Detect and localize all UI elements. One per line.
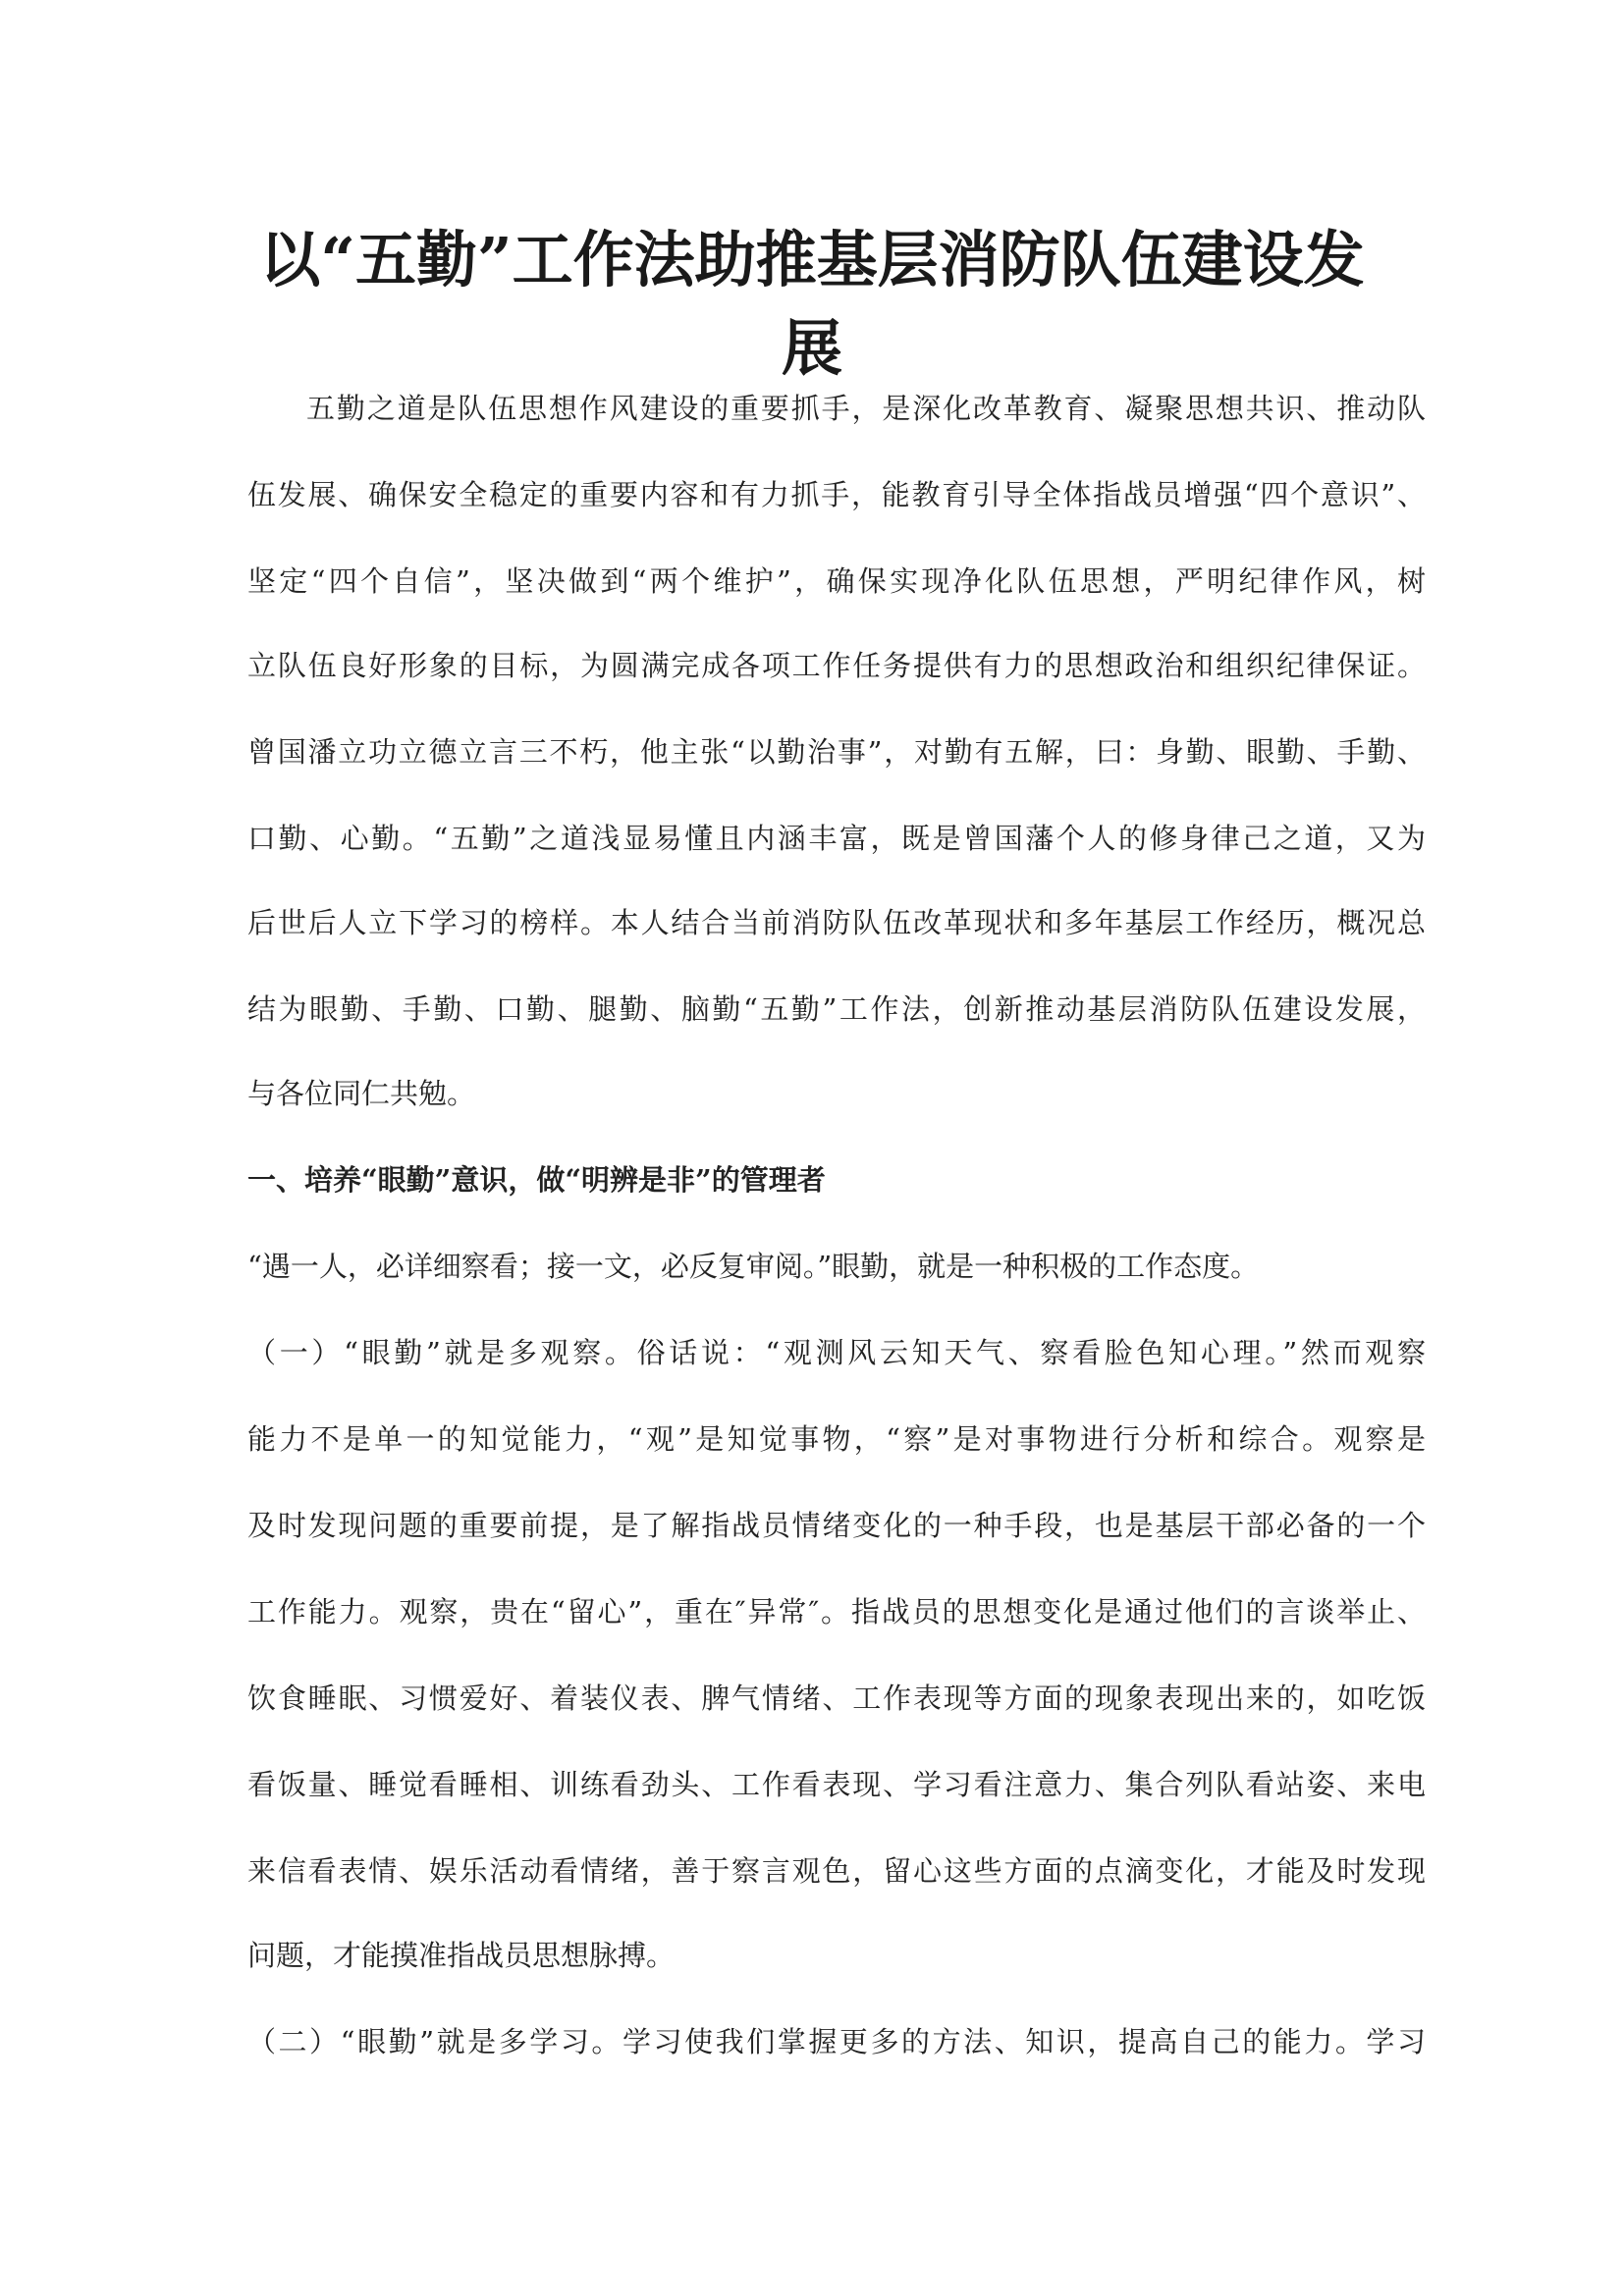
subsection-line: 问题，才能摸准指战员思想脉搏。 [247,1939,676,1972]
title-line-1: 以“五勤”工作法助推基层消防队伍建设发 [259,224,1365,295]
intro-line: 立队伍良好形象的目标，为圆满完成各项工作任务提供有力的思想政治和组织纪律保证。 [247,649,1426,682]
subsection-line: 饮食睡眠、习惯爱好、着装仪表、脾气情绪、工作表现等方面的现象表现出来的，如吃饭 [247,1682,1426,1715]
intro-line: 五勤之道是队伍思想作风建设的重要抓手，是深化改革教育、凝聚思想共识、推动队 [306,392,1426,425]
intro-line: 坚定“四个自信”，坚决做到“两个维护”，确保实现净化队伍思想，严明纪律作风，树 [247,564,1426,598]
subsection-line: 能力不是单一的知觉能力，“观”是知觉事物，“察”是对事物进行分析和综合。观察是 [247,1422,1426,1456]
intro-line: 结为眼勤、手勤、口勤、腿勤、脑勤“五勤”工作法，创新推动基层消防队伍建设发展， [247,992,1426,1026]
section-heading: 一、培养“眼勤”意识，做“明辨是非”的管理者 [247,1163,826,1197]
intro-line: 后世后人立下学习的榜样。本人结合当前消防队伍改革现状和多年基层工作经历，概况总 [247,906,1426,939]
intro-line: 与各位同仁共勉。 [247,1077,476,1110]
subsection-line: 来信看表情、娱乐活动看情绪，善于察言观色，留心这些方面的点滴变化，才能及时发现 [247,1854,1426,1888]
title-line-2: 展 [781,312,842,384]
subsection-line: 及时发现问题的重要前提，是了解指战员情绪变化的一种手段，也是基层干部必备的一个 [247,1509,1426,1542]
intro-line: 曾国潘立功立德立言三不朽，他主张“以勤治事”，对勤有五解，曰：身勤、眼勤、手勤、 [247,735,1426,769]
section-quote: “遇一人，必详细察看；接一文，必反复审阅。”眼勤，就是一种积极的工作态度。 [247,1250,1260,1283]
subsection-line: （一）“眼勤”就是多观察。俗话说：“观测风云知天气、察看脸色知心理。”然而观察 [247,1336,1426,1369]
document-title [236,216,1388,393]
subsection-line: 工作能力。观察，贵在“留心”，重在″异常″。指战员的思想变化是通过他们的言谈举止、 [247,1595,1426,1629]
intro-line: 伍发展、确保安全稳定的重要内容和有力抓手，能教育引导全体指战员增强“四个意识”、 [247,478,1426,511]
intro-line: 口勤、心勤。“五勤”之道浅显易懂且内涵丰富，既是曾国藩个人的修身律己之道，又为 [247,822,1426,855]
subsection-line: 看饭量、睡觉看睡相、训练看劲头、工作看表现、学习看注意力、集合列队看站姿、来电 [247,1768,1426,1801]
subsection-line: （二）“眼勤”就是多学习。学习使我们掌握更多的方法、知识，提高自己的能力。学习 [247,2025,1426,2058]
